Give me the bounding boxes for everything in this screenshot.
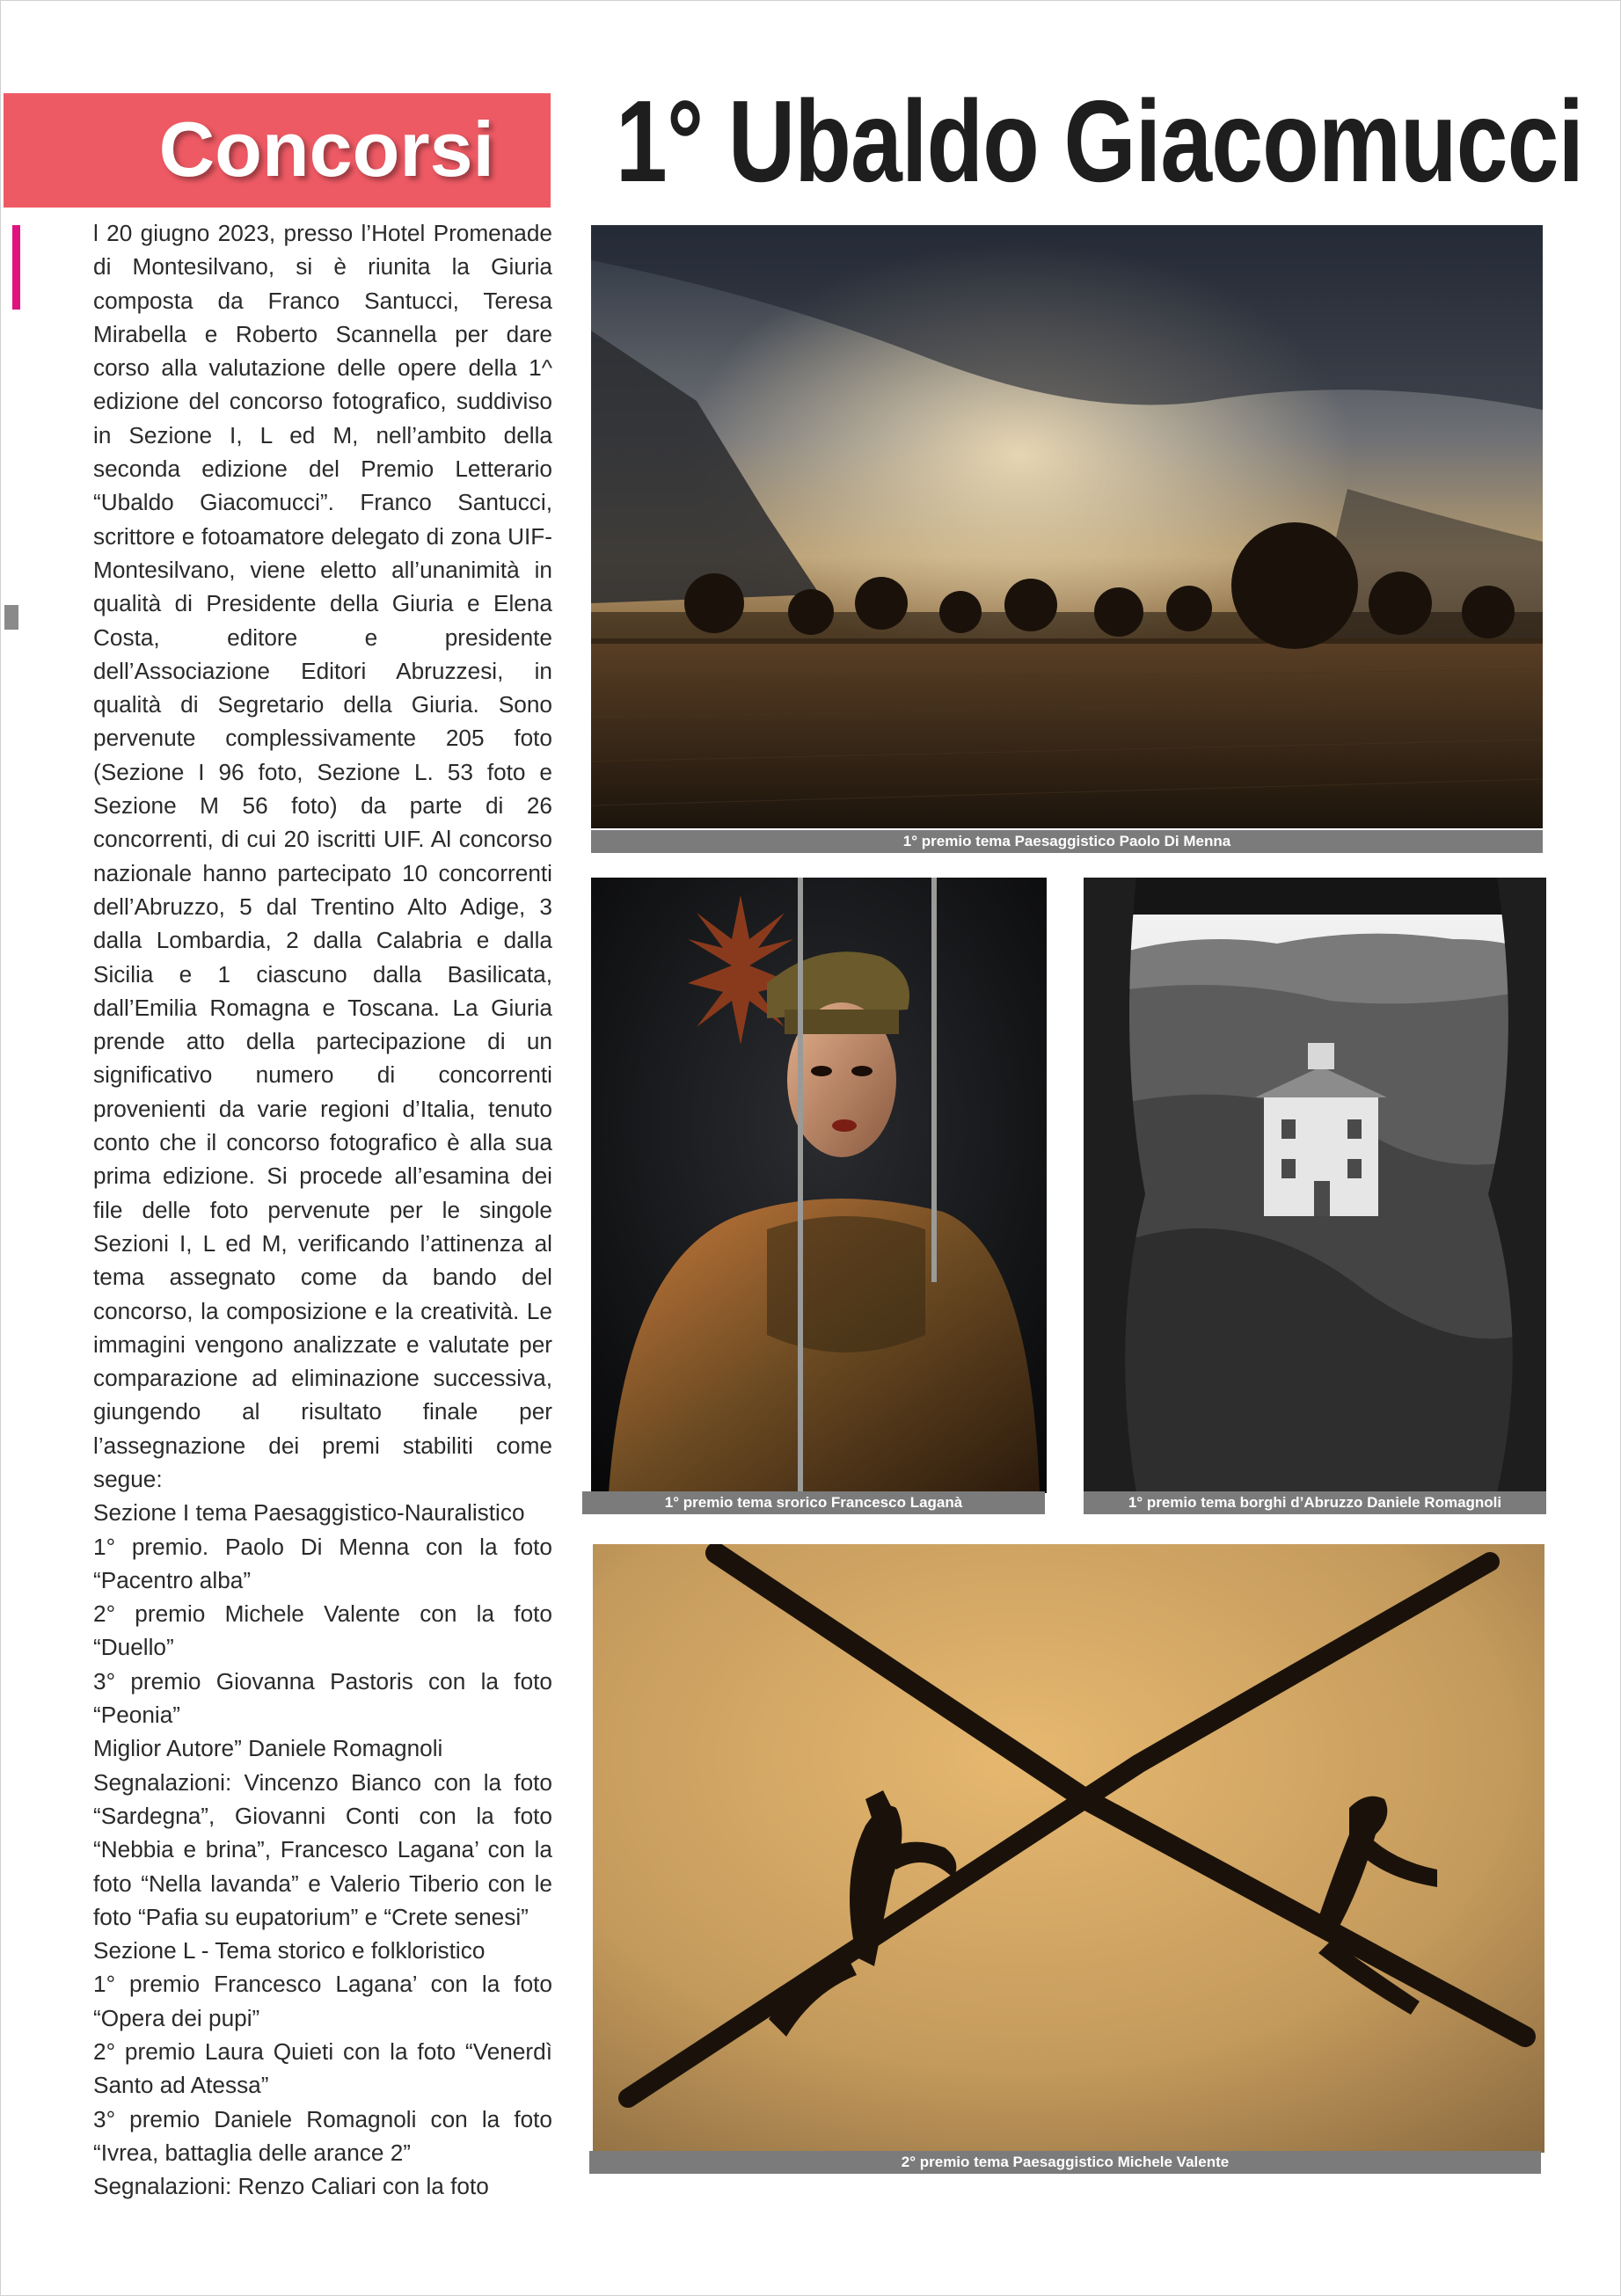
article-intro: l 20 giugno 2023, presso l’Hotel Promenade di Montesilvano, si è riunita la Giuria composta da Franco Santucci, Teresa Mirabella e Roberto Scannella per dare corso alla valutazione delle opere della 1^ edizione del concorso fotografico, suddiviso in Sezione I, L ed M, nell’ambito della seconda edizione del Premio Letterario “Ubaldo Giacomucci”. Franco Santucci, scrittore e fotoamatore delegato di zona UIF-Montesilvano, viene eletto all’unanimità in qualità di Presidente della Giuria e Elena Costa, editore e presidente dell’Associazione Editori Abruzzesi, in qualità di Segretario della Giuria. Sono pervenute complessivamente 205 foto (Sezione I 96 foto, Sezione L. 53 foto e Sezione M 56 foto) da parte di 26 concorrenti, di cui 20 iscritti UIF. Al concorso nazionale hanno partecipato 10 concorrenti dell’Abruzzo, 5 dal Trentino Alto Adige, 3 dalla Lombardia, 2 dalla Calabria e dalla Sicilia e 1 ciascuno dalla Basilicata, dall’Emilia Romagna e Toscana. La Giuria prende atto della partecipazione di un significativo numero di concorrenti provenienti da varie regioni d’Italia, tenuto conto che il concorso fotografico è alla sua prima edizione. Si procede all’esamina dei file delle foto pervenute per le singole Sezioni I, L ed M, verificando l’attinenza al tema assegnato come da bando del concorso, la composizione e la creatività. Le immagini vengono analizzate e valutate per comparazione ad eliminazione successiva, giungendo al risultato finale per l’assegnazione dei premi stabiliti come segue: xyxy=(93,220,552,1492)
mantis-caption: 2° premio tema Paesaggistico Michele Valente xyxy=(589,2151,1541,2174)
church-caption: 1° premio tema borghi d’Abruzzo Daniele Romagnoli xyxy=(1084,1491,1546,1514)
landscape-caption: 1° premio tema Paesaggistico Paolo Di Menna xyxy=(591,830,1543,853)
section-label: Concorsi xyxy=(158,106,494,193)
section-i-first-prize: 1° premio. Paolo Di Menna con la foto “Pacentro alba” xyxy=(93,1533,552,1593)
page-title: 1° Ubaldo Giacomucci xyxy=(616,77,1584,206)
section-l-second-prize: 2° premio Laura Quieti con la foto “Venerdì Santo ad Atessa” xyxy=(93,2038,552,2099)
section-i-best-author: Miglior Autore” Daniele Romagnoli xyxy=(93,1735,443,1762)
landscape-photo xyxy=(591,225,1543,828)
section-l-heading: Sezione L - Tema storico e folkloristico xyxy=(93,1937,486,1964)
section-i-mentions: Segnalazioni: Vincenzo Bianco con la foto “Sardegna”, Giovanni Conti con la foto “Nebbia e brina”, Francesco Lagana’ con la foto “Nella lavanda” e Valerio Tiberio con le foto “Pafia su eupatorium” e “Crete senesi” xyxy=(93,1768,552,1930)
church-photo xyxy=(1084,878,1546,1493)
section-banner xyxy=(4,93,551,208)
section-l-mentions: Segnalazioni: Renzo Caliari con la foto xyxy=(93,2173,489,2200)
section-l-third-prize: 3° premio Daniele Romagnoli con la foto “Ivrea, battaglia delle arance 2” xyxy=(93,2105,552,2166)
section-i-second-prize: 2° premio Michele Valente con la foto “Duello” xyxy=(93,1600,552,1661)
section-i-third-prize: 3° premio Giovanna Pastoris con la foto “Peonia” xyxy=(93,1667,552,1729)
puppet-caption: 1° premio tema srorico Francesco Laganà xyxy=(582,1491,1045,1514)
section-i-heading: Sezione I tema Paesaggistico-Nauralistico xyxy=(93,1499,525,1527)
puppet-photo xyxy=(591,878,1047,1493)
article-body xyxy=(93,216,552,2204)
section-l-first-prize: 1° premio Francesco Lagana’ con la foto “Opera dei pupi” xyxy=(93,1971,552,2031)
dropcap-bar xyxy=(12,225,20,310)
edge-marker xyxy=(4,605,18,630)
mantis-photo xyxy=(593,1544,1544,2153)
